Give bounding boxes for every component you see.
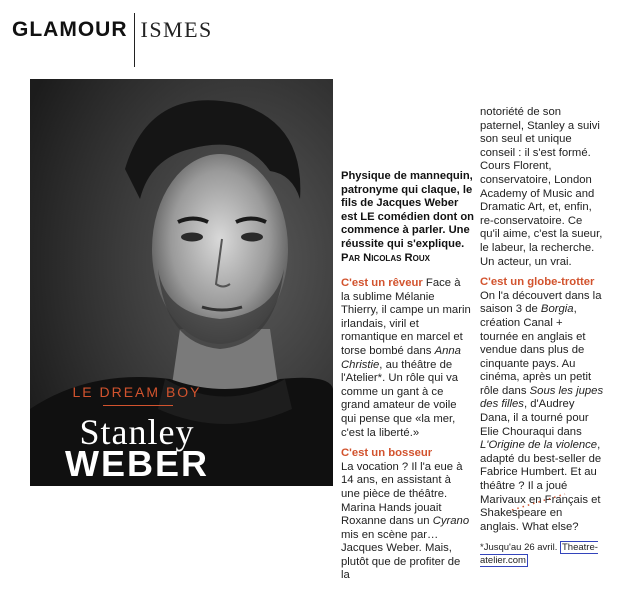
body-text: Face à la sublime Mélanie Thierry, il campe un marin irlandais, viril et romantique en marcel et torse bombé dans: [341, 277, 471, 357]
work-title: Anna Christie: [341, 344, 461, 371]
subject-last-name: WEBER: [65, 443, 209, 484]
section-dreamer: [341, 277, 472, 440]
header-divider: [134, 13, 135, 67]
body-text: , d'Audrey Dana, il a tourné pour Elie Chouraqui dans: [480, 398, 589, 438]
article-column-1: [341, 277, 472, 590]
body-text: On l'a découvert dans la saison 3 de: [480, 289, 602, 316]
magazine-header: [12, 14, 213, 46]
body-text: , adapté du best-seller de Fabrice Humbert. Et au théâtre ? Il a joué Marivaux en Français et Shakespeare en anglais. What else?: [480, 439, 602, 533]
body-text: , création Canal + tournée en anglais et vendue dans plus de cinquante pays. Au cinéma, après un petit rôle dans: [480, 303, 592, 397]
article-intro: [341, 170, 474, 265]
section-heading: C'est un rêveur: [341, 277, 423, 289]
theatre-link[interactable]: Theatre-atelier.com: [480, 542, 598, 567]
byline: Par Nicolas Roux: [341, 251, 430, 264]
footnote: [480, 541, 604, 567]
body-text: , au théâtre de l'Atelier*. Un rôle qui va comme un gant à ce grand amateur de voile qui pense que «la mer, c'est la liberté.»: [341, 358, 459, 439]
work-title: Cyrano: [432, 515, 470, 528]
section-worker: [341, 447, 472, 583]
work-title: Borgia: [540, 303, 574, 316]
work-title: Sous les jupes des filles: [480, 384, 604, 411]
section-name: ISMES: [140, 17, 213, 42]
brand-name: GLAMOUR: [12, 18, 128, 41]
kicker-rule: [103, 405, 173, 406]
intro-lede: Physique de mannequin, patronyme qui claque, le fils de Jacques Weber est LE comédien dont on commence à parler. Une réussite qui s'explique.: [341, 170, 475, 250]
section-heading: C'est un bosseur: [341, 447, 433, 460]
footnote-text: *Jusqu'au 26 avril.: [480, 542, 560, 554]
section-heading: C'est un globe-trotter: [480, 276, 595, 289]
body-text: La vocation ? Il l'a eue à 14 ans, en assistant à une pièce de théâtre. Marina Hands jouait Roxanne dans un: [341, 460, 463, 528]
photo-kicker: LE DREAM BOY: [72, 384, 202, 400]
column-continuation: notoriété de son paternel, Stanley a suivi son seul et unique conseil : il s'est formé. Cours Florent, conservatoire, London Academy of Music and Dramatic Art, et, enfin, re-conservatoire. Ce qu'il aime, c'est la sueur, le labeur, la recherche. Un acteur, un vrai.: [480, 106, 603, 268]
portrait-photo: [30, 79, 333, 486]
decorative-dots: [510, 490, 570, 512]
subject-first-name: Stanley: [79, 412, 195, 452]
work-title: L'Origine de la violence: [480, 439, 598, 452]
body-text: mis en scène par… Jacques Weber. Mais, plutôt que de profiter de la: [341, 528, 461, 582]
